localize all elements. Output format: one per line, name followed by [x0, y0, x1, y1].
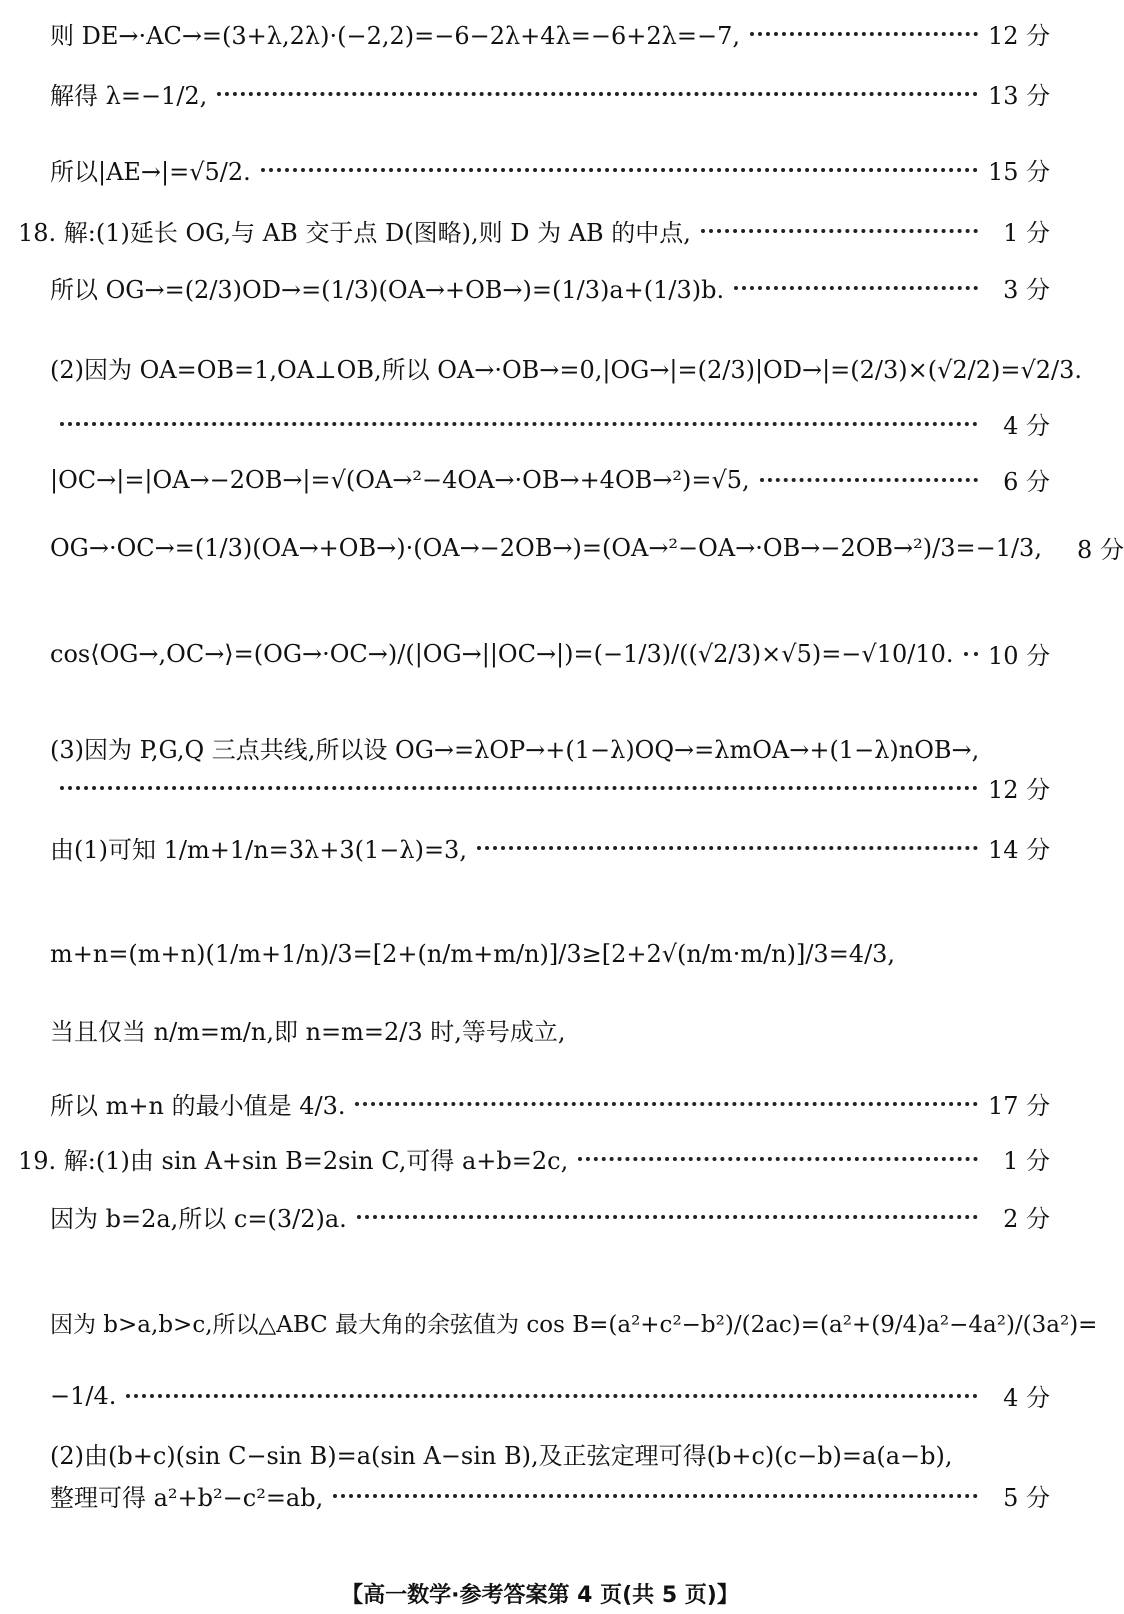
score-label: 5 分 [1003, 1484, 1050, 1512]
question-18-start: 18. 解:(1)延长 OG,与 AB 交于点 D(图略),则 D 为 AB 的中点, 1 分 [18, 213, 1050, 248]
solution-line: 所以|AE→|=√5/2. 15 分 [50, 152, 1050, 187]
score-label: 13 分 [988, 82, 1051, 110]
score-label: 12 分 [988, 22, 1051, 50]
score-label: 12 分 [988, 776, 1051, 804]
solution-line: 因为 b=2a,所以 c=(3/2)a. 2 分 [50, 1199, 1050, 1234]
solution-line: 则 DE→·AC→=(3+λ,2λ)·(−2,2)=−6−2λ+4λ=−6+2λ=−7, 12 分 [50, 16, 1050, 51]
question-19-start: 19. 解:(1)由 sin A+sin B=2sin C,可得 a+b=2c, 1 分 [18, 1141, 1050, 1176]
score-label: 17 分 [988, 1092, 1051, 1120]
score-label: 3 分 [1003, 276, 1050, 304]
score-label: 1 分 [1003, 1147, 1050, 1175]
score-label: 1 分 [1003, 219, 1050, 247]
solution-line: 所以 OG→=(2/3)OD→=(1/3)(OA→+OB→)=(1/3)a+(1/3)b. 3 分 [50, 270, 1050, 305]
solution-line: (2)由(b+c)(sin C−sin B)=a(sin A−sin B),及正弦定理可得(b+c)(c−b)=a(a−b), [50, 1442, 953, 1470]
solution-line: 整理可得 a²+b²−c²=ab, 5 分 [50, 1478, 1050, 1513]
page-footer: 【高一数学·参考答案第 4 页(共 5 页)】 [341, 1583, 739, 1608]
solution-line: 解得 λ=−1/2, 13 分 [50, 76, 1050, 111]
solution-line: 由(1)可知 1/m+1/n=3λ+3(1−λ)=3, 14 分 [50, 830, 1050, 865]
solution-line: OG→·OC→=(1/3)(OA→+OB→)·(OA→−2OB→)=(OA→²−OA→·OB→−2OB→²)/3=−1/3, 8 分 [50, 530, 1050, 565]
score-label: 10 分 [988, 642, 1051, 670]
solution-line: (3)因为 P,G,Q 三点共线,所以设 OG→=λOP→+(1−λ)OQ→=λmOA→+(1−λ)nOB→, [50, 736, 980, 764]
score-label: 15 分 [988, 158, 1051, 186]
score-label: 6 分 [1003, 468, 1050, 496]
score-label: 2 分 [1003, 1205, 1050, 1233]
solution-line [50, 770, 1050, 805]
solution-line: (2)因为 OA=OB=1,OA⊥OB,所以 OA→·OB→=0,|OG→|=(2/3)|OD→|=(2/3)×(√2/2)=√2/3. [50, 356, 1083, 384]
score-label: 4 分 [1003, 412, 1050, 440]
solution-line: −1/4. 4 分 [50, 1378, 1050, 1413]
score-label: 14 分 [988, 836, 1051, 864]
solution-line [50, 406, 1050, 441]
solution-line: 所以 m+n 的最小值是 4/3. 17 分 [50, 1086, 1050, 1121]
score-label: 8 分 [1077, 536, 1124, 564]
solution-line: cos⟨OG→,OC→⟩=(OG→·OC→)/(|OG→||OC→|)=(−1/3)/((√2/3)×√5)=−√10/10. 10 分 [50, 636, 1050, 671]
solution-line: |OC→|=|OA→−2OB→|=√(OA→²−4OA→·OB→+4OB→²)=√5, 6 分 [50, 462, 1050, 497]
solution-line: m+n=(m+n)(1/m+1/n)/3=[2+(n/m+m/n)]/3≥[2+2√(n/m·m/n)]/3=4/3, [50, 940, 896, 968]
solution-line: 因为 b>a,b>c,所以△ABC 最大角的余弦值为 cos B=(a²+c²−b²)/(2ac)=(a²+(9/4)a²−4a²)/(3a²)= [50, 1312, 1098, 1338]
score-label: 4 分 [1003, 1384, 1050, 1412]
solution-line: 当且仅当 n/m=m/n,即 n=m=2/3 时,等号成立, [50, 1018, 566, 1046]
